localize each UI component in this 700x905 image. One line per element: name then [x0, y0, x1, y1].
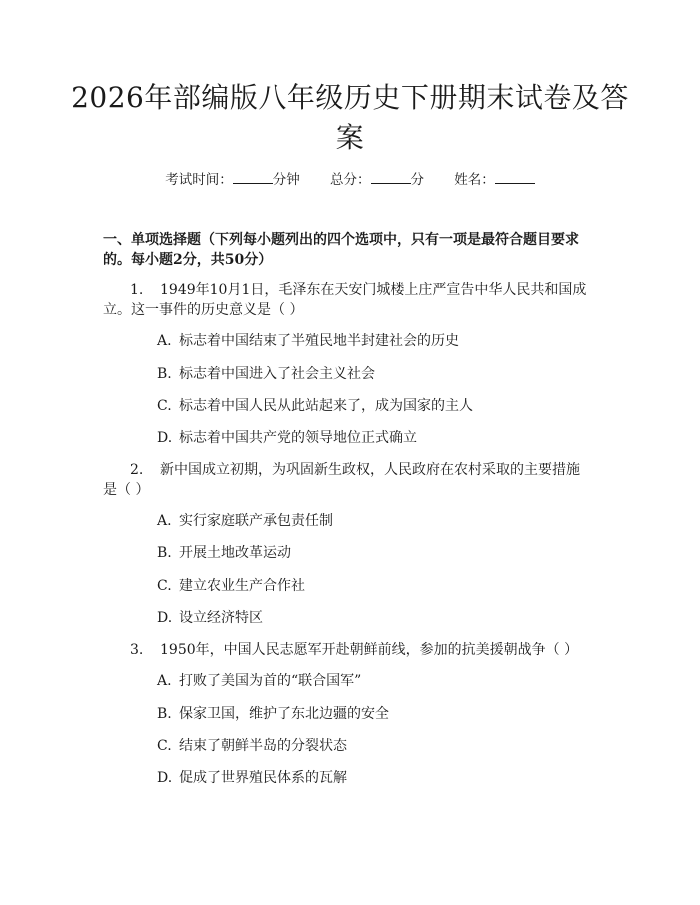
option-text: 开展土地改革运动 — [179, 545, 291, 561]
exam-time-label: 考试时间： — [165, 172, 233, 188]
option-letter: C. — [157, 738, 172, 754]
question-stem: 1950年，中国人民志愿军开赴朝鲜前线，参加的抗美援朝战争（ ） — [160, 642, 579, 658]
question-1-option-d — [157, 428, 417, 448]
exam-time-unit: 分钟 — [272, 172, 300, 188]
total-score-unit: 分 — [410, 172, 424, 188]
option-text: 结束了朝鲜半岛的分裂状态 — [179, 738, 347, 754]
question-2 — [103, 460, 593, 500]
question-1 — [103, 280, 593, 320]
name-label: 姓名： — [454, 172, 495, 188]
question-stem: 新中国成立初期，为巩固新生政权，人民政府在农村采取的主要措施是（ ） — [103, 462, 580, 498]
option-letter: A. — [157, 513, 172, 529]
question-2-option-c — [157, 576, 305, 596]
option-text: 实行家庭联产承包责任制 — [179, 513, 333, 529]
question-number: 3. — [130, 642, 144, 658]
exam-time-blank — [233, 170, 273, 184]
section-heading: 一、单项选择题（下列每小题列出的四个选项中，只有一项是最符合题目要求的。每小题2分，共50分） — [103, 232, 579, 268]
option-text: 促成了世界殖民体系的瓦解 — [179, 770, 347, 786]
question-number: 2. — [130, 462, 144, 478]
exam-info — [0, 170, 700, 190]
option-letter: D. — [157, 770, 173, 786]
option-letter: C. — [157, 398, 172, 414]
question-stem: 1949年10月1日，毛泽东在天安门城楼上庄严宣告中华人民共和国成立。这一事件的历史意义是（ ） — [103, 282, 587, 318]
question-1-option-c — [157, 396, 473, 416]
question-3 — [103, 640, 593, 660]
question-1-option-a — [157, 331, 459, 351]
option-letter: B. — [157, 706, 172, 722]
option-letter: A. — [157, 333, 172, 349]
document-title: 2026年部编版八年级历史下册期末试卷及答案 — [71, 81, 629, 154]
question-2-option-a — [157, 511, 333, 531]
option-letter: B. — [157, 545, 172, 561]
option-text: 设立经济特区 — [179, 610, 263, 626]
option-letter: D. — [157, 610, 173, 626]
name-field — [454, 170, 535, 190]
question-3-option-a — [157, 671, 361, 691]
option-letter: B. — [157, 366, 172, 382]
total-score-field — [330, 170, 424, 190]
option-text: 建立农业生产合作社 — [179, 578, 305, 594]
total-score-label: 总分： — [330, 172, 371, 188]
question-3-option-b — [157, 704, 389, 724]
exam-time-field — [165, 170, 300, 190]
question-number: 1. — [130, 282, 144, 298]
question-2-option-d — [157, 608, 263, 628]
option-text: 保家卫国，维护了东北边疆的安全 — [179, 706, 389, 722]
total-score-blank — [371, 170, 411, 184]
question-1-option-b — [157, 364, 375, 384]
question-2-option-b — [157, 543, 291, 563]
question-3-option-c — [157, 736, 347, 756]
option-text: 标志着中国结束了半殖民地半封建社会的历史 — [179, 333, 459, 349]
option-text: 标志着中国共产党的领导地位正式确立 — [179, 430, 417, 446]
option-letter: C. — [157, 578, 172, 594]
question-3-option-d — [157, 768, 347, 788]
option-text: 标志着中国人民从此站起来了，成为国家的主人 — [179, 398, 473, 414]
option-letter: A. — [157, 673, 172, 689]
option-text: 标志着中国进入了社会主义社会 — [179, 366, 375, 382]
option-letter: D. — [157, 430, 173, 446]
option-text: 打败了美国为首的“联合国军” — [179, 673, 362, 689]
name-blank — [495, 170, 535, 184]
